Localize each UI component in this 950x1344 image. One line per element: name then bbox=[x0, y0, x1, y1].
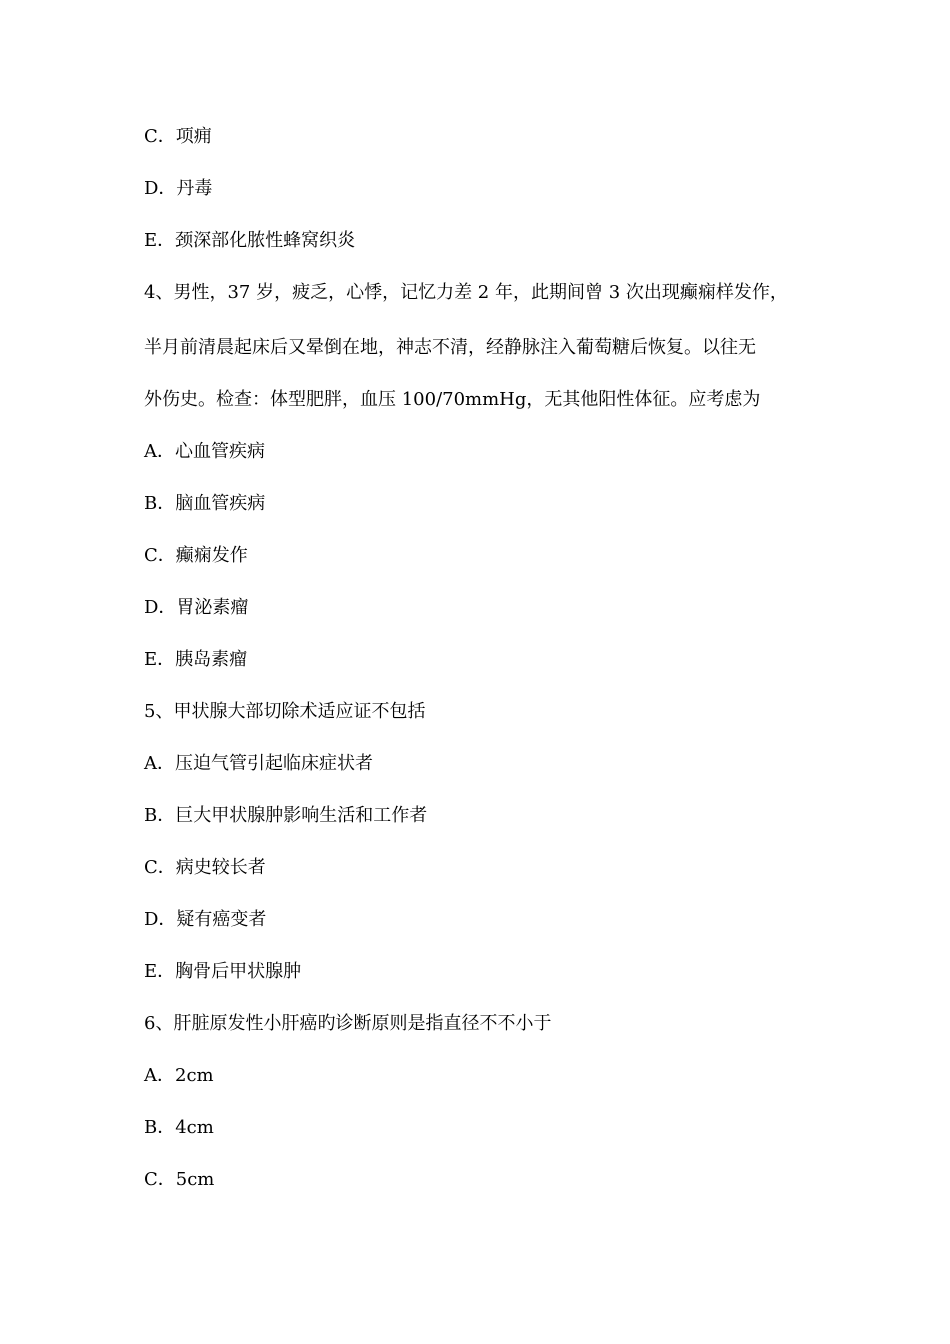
q4-option-e: E．胰岛素瘤 bbox=[144, 649, 248, 670]
q4-option-c: C．癫痫发作 bbox=[144, 545, 248, 566]
q3-option-e: E．颈深部化脓性蜂窝织炎 bbox=[144, 230, 356, 251]
q6-option-b: B．4cm bbox=[144, 1117, 214, 1138]
q4-option-b: B．脑血管疾病 bbox=[144, 493, 266, 514]
q6-option-c: C．5cm bbox=[144, 1169, 215, 1190]
q5-option-e: E．胸骨后甲状腺肿 bbox=[144, 961, 302, 982]
q3-option-c: C．项痈 bbox=[144, 126, 212, 147]
q5-option-b: B．巨大甲状腺肿影响生活和工作者 bbox=[144, 805, 428, 826]
q4-stem-line-2: 半月前清晨起床后又晕倒在地，神志不清，经静脉注入葡萄糖后恢复。以往无 bbox=[144, 337, 756, 358]
q4-stem-line-1: 4、男性，37 岁，疲乏，心悸，记忆力差 2 年，此期间曾 3 次出现癫痫样发作， bbox=[144, 282, 788, 303]
q5-option-a: A．压迫气管引起临床症状者 bbox=[144, 753, 373, 774]
q4-stem-line-3: 外伤史。检查：体型肥胖，血压 100/70mmHg，无其他阳性体征。应考虑为 bbox=[144, 389, 761, 410]
q3-option-d: D．丹毒 bbox=[144, 178, 213, 199]
q6-option-a: A．2cm bbox=[144, 1065, 214, 1086]
q5-option-c: C．病史较长者 bbox=[144, 857, 266, 878]
q4-option-a: A．心血管疾病 bbox=[144, 441, 265, 462]
q5-stem: 5、甲状腺大部切除术适应证不包括 bbox=[144, 701, 426, 722]
q6-stem: 6、肝脏原发性小肝癌旳诊断原则是指直径不不小于 bbox=[144, 1013, 552, 1034]
q4-option-d: D．胃泌素瘤 bbox=[144, 597, 249, 618]
q5-option-d: D．疑有癌变者 bbox=[144, 909, 267, 930]
